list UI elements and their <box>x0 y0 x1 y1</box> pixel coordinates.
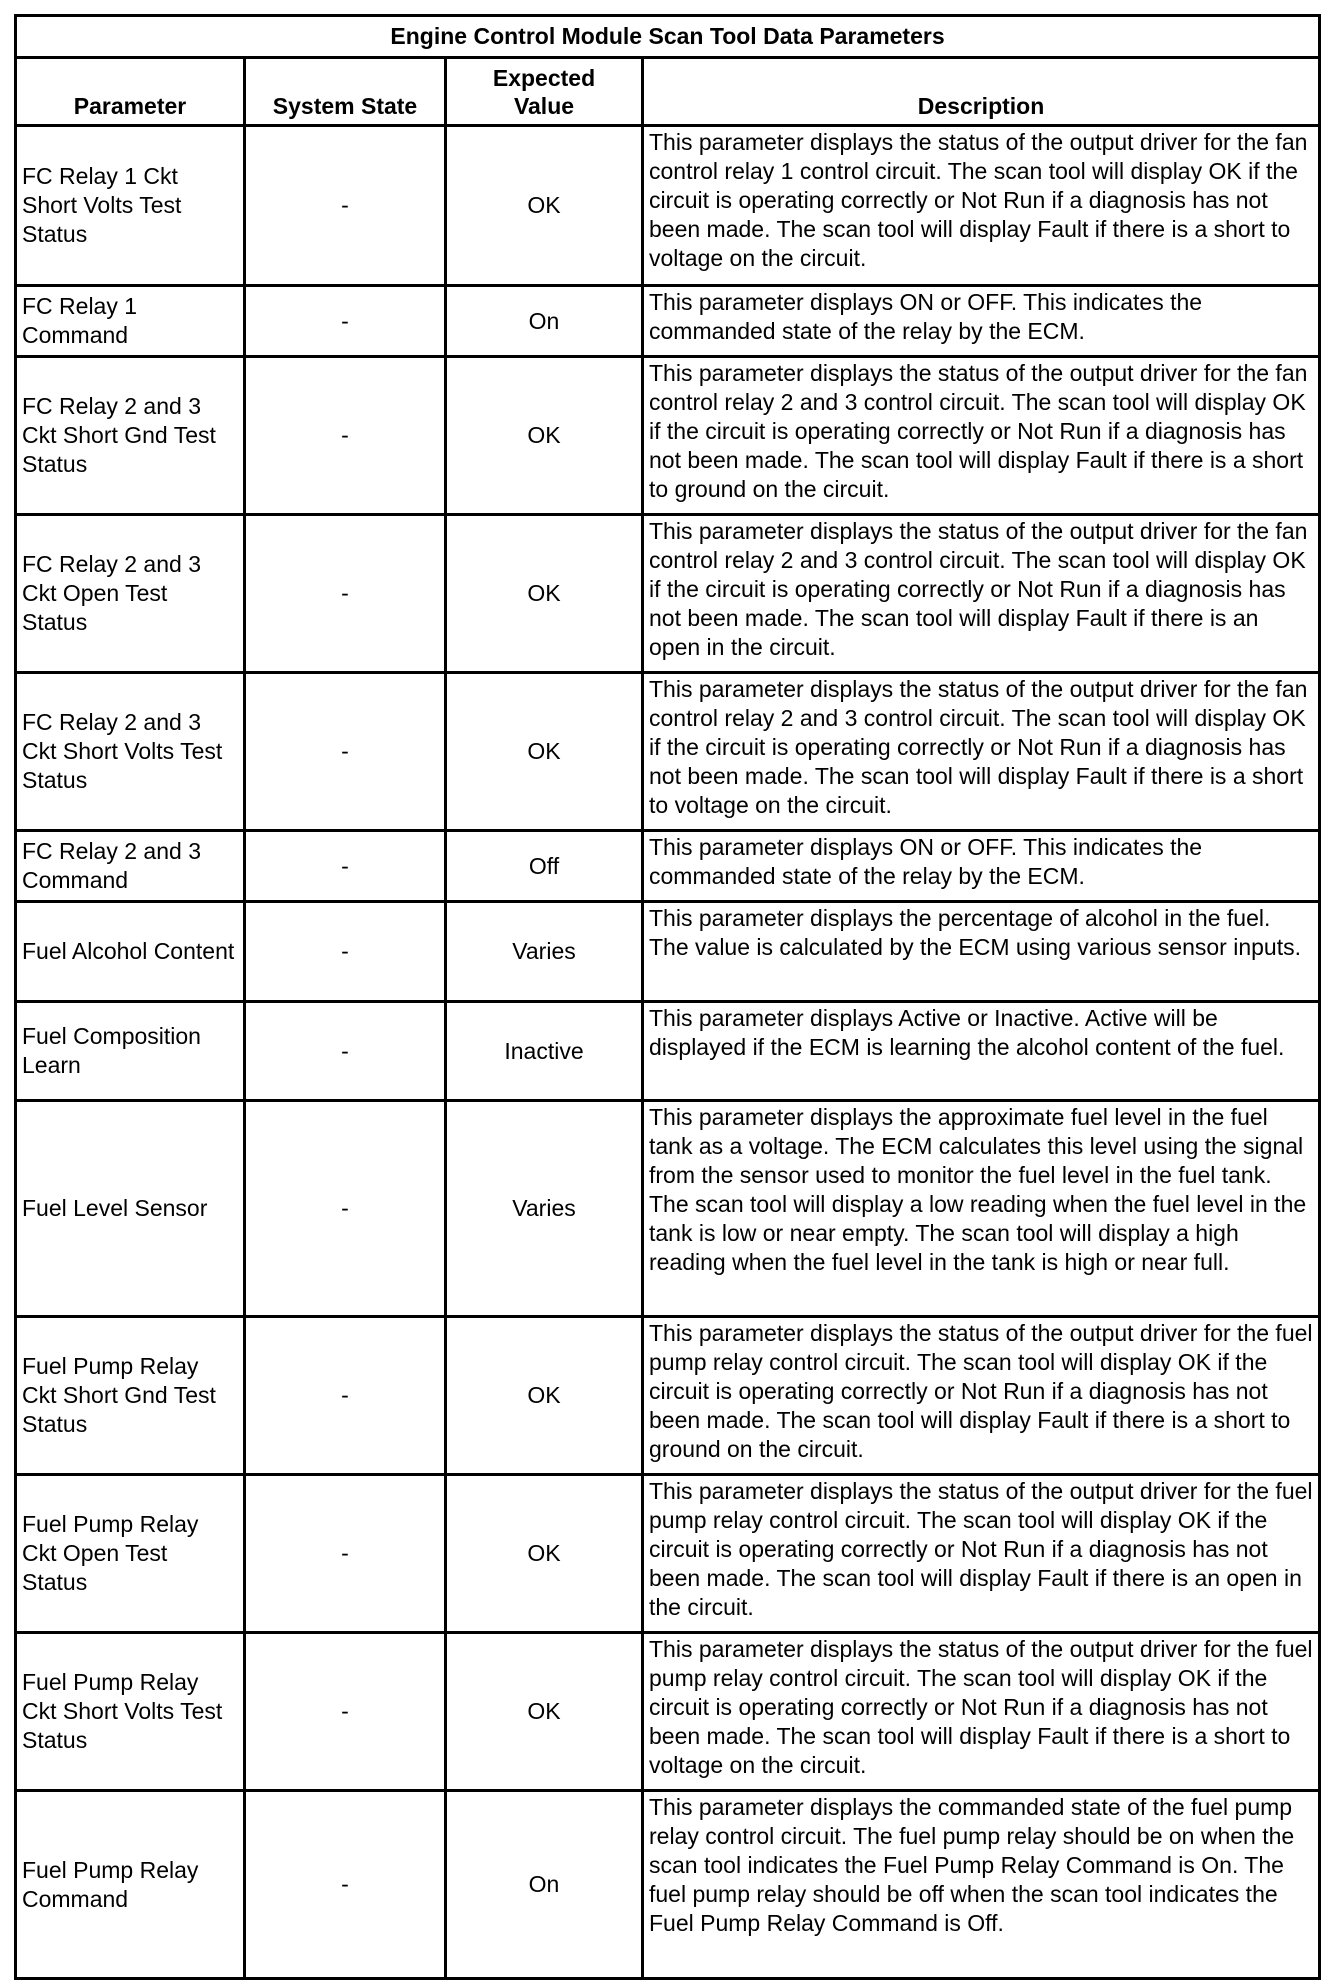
row-description: This parameter displays the status of the output driver for the fan control relay 1 control circuit. The scan tool will display OK if the circuit is operating correctly or Not Run if a diagnosis has not been made. The scan tool will display Fault if there is a short to voltage on the circuit. <box>643 126 1320 286</box>
table-title-row <box>16 16 1320 58</box>
row-description: This parameter displays ON or OFF. This indicates the commanded state of the relay by the ECM. <box>643 286 1320 357</box>
row-system-state: - <box>245 1101 446 1317</box>
header-description: Description <box>643 58 1320 126</box>
row-expected-value: Inactive <box>446 1002 643 1101</box>
row-expected-value: On <box>446 1791 643 1979</box>
row-expected-value: Varies <box>446 1101 643 1317</box>
row-system-state: - <box>245 673 446 831</box>
row-system-state: - <box>245 1475 446 1633</box>
row-system-state: - <box>245 1633 446 1791</box>
row-parameter: FC Relay 2 and 3 Ckt Open Test Status <box>16 515 245 673</box>
row-parameter: Fuel Pump Relay Ckt Short Volts Test Status <box>16 1633 245 1791</box>
table-row <box>16 902 1320 1002</box>
row-description: This parameter displays the status of the output driver for the fan control relay 2 and 3 control circuit. The scan tool will display OK if the circuit is operating correctly or Not Run if a diagnosis has not been made. The scan tool will display Fault if there is a short to ground on the circuit. <box>643 357 1320 515</box>
table-row <box>16 1101 1320 1317</box>
row-system-state: - <box>245 357 446 515</box>
row-parameter: Fuel Composition Learn <box>16 1002 245 1101</box>
row-expected-value: Varies <box>446 902 643 1002</box>
row-expected-value: Off <box>446 831 643 902</box>
row-system-state: - <box>245 126 446 286</box>
row-system-state: - <box>245 515 446 673</box>
row-description: This parameter displays the status of the output driver for the fuel pump relay control circuit. The scan tool will display OK if the circuit is operating correctly or Not Run if a diagnosis has not been made. The scan tool will display Fault if there is a short to ground on the circuit. <box>643 1317 1320 1475</box>
row-parameter: Fuel Level Sensor <box>16 1101 245 1317</box>
row-system-state: - <box>245 1002 446 1101</box>
table-row <box>16 1475 1320 1633</box>
row-description: This parameter displays the status of the output driver for the fan control relay 2 and 3 control circuit. The scan tool will display OK if the circuit is operating correctly or Not Run if a diagnosis has not been made. The scan tool will display Fault if there is a short to voltage on the circuit. <box>643 673 1320 831</box>
header-expected-value <box>446 58 643 126</box>
table-title: Engine Control Module Scan Tool Data Parameters <box>16 16 1320 58</box>
row-expected-value: OK <box>446 1317 643 1475</box>
table-row <box>16 1791 1320 1979</box>
row-parameter: FC Relay 2 and 3 Ckt Short Gnd Test Status <box>16 357 245 515</box>
row-expected-value: OK <box>446 126 643 286</box>
row-description: This parameter displays the commanded state of the fuel pump relay control circuit. The fuel pump relay should be on when the scan tool indicates the Fuel Pump Relay Command is On. The fuel pump relay should be off when the scan tool indicates the Fuel Pump Relay Command is Off. <box>643 1791 1320 1979</box>
row-description: This parameter displays the status of the output driver for the fuel pump relay control circuit. The scan tool will display OK if the circuit is operating correctly or Not Run if a diagnosis has not been made. The scan tool will display Fault if there is an open in the circuit. <box>643 1475 1320 1633</box>
row-system-state: - <box>245 831 446 902</box>
row-system-state: - <box>245 1791 446 1979</box>
table-row <box>16 515 1320 673</box>
row-system-state: - <box>245 286 446 357</box>
table-header-row <box>16 58 1320 126</box>
row-parameter: FC Relay 1 Command <box>16 286 245 357</box>
row-description: This parameter displays the status of the output driver for the fan control relay 2 and 3 control circuit. The scan tool will display OK if the circuit is operating correctly or Not Run if a diagnosis has not been made. The scan tool will display Fault if there is an open in the circuit. <box>643 515 1320 673</box>
row-description: This parameter displays the status of the output driver for the fuel pump relay control circuit. The scan tool will display OK if the circuit is operating correctly or Not Run if a diagnosis has not been made. The scan tool will display Fault if there is a short to voltage on the circuit. <box>643 1633 1320 1791</box>
row-expected-value: OK <box>446 1475 643 1633</box>
row-expected-value: OK <box>446 515 643 673</box>
row-parameter: Fuel Pump Relay Command <box>16 1791 245 1979</box>
row-system-state: - <box>245 902 446 1002</box>
row-parameter: Fuel Pump Relay Ckt Short Gnd Test Status <box>16 1317 245 1475</box>
row-description: This parameter displays the percentage of alcohol in the fuel. The value is calculated by the ECM using various sensor inputs. <box>643 902 1320 1002</box>
table-row <box>16 1002 1320 1101</box>
row-expected-value: On <box>446 286 643 357</box>
row-parameter: Fuel Alcohol Content <box>16 902 245 1002</box>
table-row <box>16 1633 1320 1791</box>
table-row <box>16 673 1320 831</box>
row-description: This parameter displays ON or OFF. This indicates the commanded state of the relay by the ECM. <box>643 831 1320 902</box>
table-row <box>16 831 1320 902</box>
row-parameter: FC Relay 2 and 3 Ckt Short Volts Test Status <box>16 673 245 831</box>
table-row <box>16 126 1320 286</box>
row-expected-value: OK <box>446 673 643 831</box>
row-parameter: FC Relay 2 and 3 Command <box>16 831 245 902</box>
row-description: This parameter displays Active or Inactive. Active will be displayed if the ECM is learning the alcohol content of the fuel. <box>643 1002 1320 1101</box>
row-parameter: Fuel Pump Relay Ckt Open Test Status <box>16 1475 245 1633</box>
row-expected-value: OK <box>446 1633 643 1791</box>
table-row <box>16 1317 1320 1475</box>
table-row <box>16 357 1320 515</box>
header-expected-value-label: Expected Value <box>492 65 596 119</box>
header-parameter: Parameter <box>16 58 245 126</box>
table-row <box>16 286 1320 357</box>
row-system-state: - <box>245 1317 446 1475</box>
row-expected-value: OK <box>446 357 643 515</box>
row-description: This parameter displays the approximate fuel level in the fuel tank as a voltage. The ECM calculates this level using the signal from the sensor used to monitor the fuel level in the fuel tank. The scan tool will display a low reading when the fuel level in the tank is low or near empty. The scan tool will display a high reading when the fuel level in the tank is high or near full. <box>643 1101 1320 1317</box>
scan-tool-data-table <box>14 14 1321 1980</box>
row-parameter: FC Relay 1 Ckt Short Volts Test Status <box>16 126 245 286</box>
header-system-state: System State <box>245 58 446 126</box>
